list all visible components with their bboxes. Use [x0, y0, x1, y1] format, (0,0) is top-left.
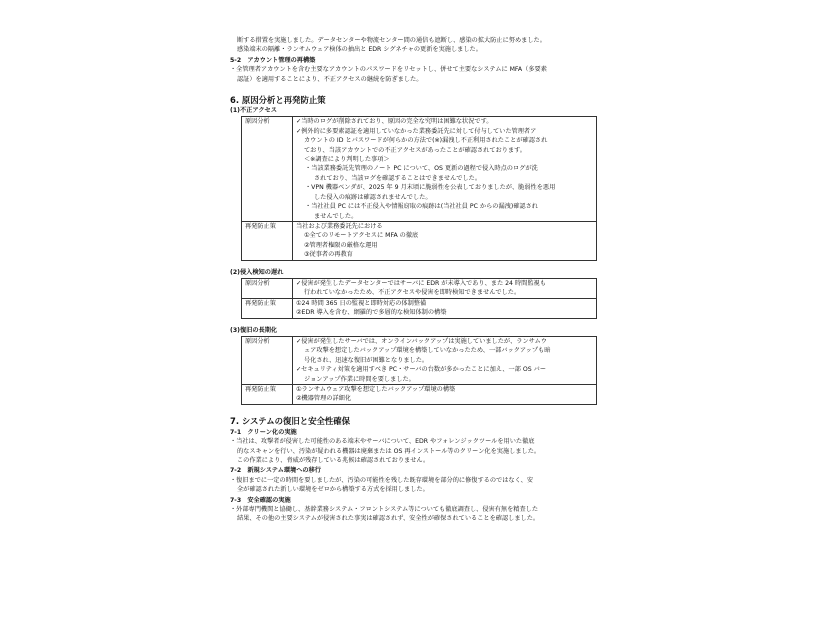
cause-item: ✓当時のログが削除されており、原因の完全な究明は困難な状況です。: [296, 118, 493, 126]
body-text: ・全管理者アカウントを含む主要なアカウントのパスワードをリセットし、併せて主要なシステムに MFA（多要素: [230, 66, 547, 74]
prevention-intro: 当社および業務委託先における: [296, 222, 383, 230]
body-text: ・当社は、攻撃者が侵害した可能性のある端末やサーバについて、EDR やフォレンジックツールを用いた徹底: [230, 438, 535, 446]
cause-item: ✓セキュリティ対策を適用すべき PC・サーバの台数が多かったことに加え、一部 OS バー: [296, 366, 547, 374]
table-label: 再発防止策: [242, 221, 293, 260]
cause-item-cont: カウントの ID とパスワードが何らかの方法で(※)漏洩し不正利用されたことが確認され: [304, 137, 548, 145]
section-7-1-title: 7-1 クリーン化の実施: [230, 428, 297, 436]
table-row: [242, 117, 597, 221]
cause-table-3: [241, 336, 597, 405]
table-row: [242, 385, 597, 405]
prevention-item: ①24 時間 365 日の監視と即時対応の体制整備: [296, 299, 427, 307]
body-text: 全が確認された新しい環境をゼロから構築する方式を採用しました。: [237, 486, 429, 494]
table-cell: [293, 336, 597, 384]
body-text: ・復旧までに一定の時間を要しましたが、汚染の可能性を残した既存環境を部分的に修復するのではなく、安: [230, 476, 534, 484]
table-row: [242, 298, 597, 318]
cause-item-cont: ェア攻撃を想定したバックアップ環境を構築していなかったため、一部バックアップも暗: [304, 347, 551, 355]
section-7-2-title: 7-2 新規システム環境への移行: [230, 467, 321, 475]
prevention-item: ②管理者権限の厳格な運用: [304, 241, 378, 249]
prevention-item: ②機器管理の詳細化: [296, 395, 352, 403]
subsection-1-title: (1)不正アクセス: [230, 107, 277, 115]
prevention-item: ②EDR 導入を含む、網羅的で多層的な検知体制の構築: [296, 309, 447, 317]
table-label: 再発防止策: [242, 298, 293, 318]
table-label: 再発防止策: [242, 385, 293, 405]
body-text: 結果、その他の主要システムが侵害された事実は確認されず、安全性が確保されていることを確認しました。: [237, 515, 540, 523]
table-cell: [293, 117, 597, 221]
section-6-heading: 6. 原因分析と再発防止策: [230, 95, 326, 106]
cause-item-cont: 号化され、迅速な復旧が困難となりました。: [304, 356, 429, 364]
body-text: ・外部専門機関と協働し、基幹業務システム・フロントシステム等についても徹底調査し、侵害有無を精査した: [230, 506, 539, 514]
prevention-item: ①全てのリモートアクセスに MFA の徹底: [304, 232, 419, 240]
prevention-item: ①ランサムウェア攻撃を想定したバックアップ環境の構築: [296, 386, 456, 393]
subsection-3-title: (3)復旧の長期化: [230, 326, 278, 334]
cause-table-2: [241, 278, 597, 319]
body-text: この作業により、脅威が残存している兆候は確認されておりません。: [237, 457, 430, 465]
table-label: 原因分析: [242, 117, 293, 221]
table-label: 原因分析: [242, 278, 293, 298]
note-item-cont: されており、当該ログを確認することはできませんでした。: [314, 174, 482, 182]
body-text: 認証）を適用することにより、不正アクセスの継続を防ぎました。: [237, 75, 423, 83]
body-text: 的なスキャンを行い、汚染が疑われる機器は廃棄または OS 再インストール等のクリーン化を実施しました。: [237, 447, 541, 455]
body-text: 断する措置を実施しました。データセンターや物流センター間の通信も遮断し、感染の拡大防止に努めました。: [237, 37, 546, 44]
cause-item: ✓例外的に多要素認証を適用していなかった業務委託先に対して付与していた管理者ア: [296, 127, 537, 135]
cause-item-cont: 行われていなかったため、不正アクセスや侵害を即時検知できませんでした。: [304, 289, 521, 297]
table-cell: [293, 298, 597, 318]
cause-item-cont: ジョンアップ作業に時間を要しました。: [304, 375, 415, 383]
prevention-item: ③従事者の再教育: [304, 251, 353, 259]
section-7-3-title: 7-3 安全確認の実施: [230, 496, 291, 504]
note-item: ・当該業務委託先管理のノート PC について、OS 更新の過程で侵入時点のログが洗: [305, 165, 538, 173]
table-cell: [293, 221, 597, 260]
subsection-2-title: (2)侵入検知の遅れ: [230, 268, 284, 276]
cause-table-1: [241, 116, 597, 260]
section-7-heading: 7. システムの復旧と安全性確保: [230, 415, 350, 426]
table-row: [242, 221, 597, 260]
table-row: [242, 336, 597, 384]
table-label: 原因分析: [242, 336, 293, 384]
table-row: [242, 278, 597, 298]
document-page: [230, 36, 602, 524]
note-heading: ＜※調査により判明した事項＞: [304, 156, 390, 164]
note-item: ・VPN 機器ベンダが、2025 年 9 月末頃に脆弱性を公表しておりましたが、脆弱性を悪用: [305, 184, 556, 192]
cause-item-cont: ており、当該アカウントでの不正アクセスがあったことが確認されております。: [304, 146, 526, 154]
table-cell: [293, 278, 597, 298]
note-item-cont: ませんでした。: [314, 212, 358, 220]
note-item-cont: した侵入の痕跡は確認されませんでした。: [314, 193, 432, 201]
body-text: 感染端末の隔離・ランサムウェア検体の抽出と EDR シグネチャの更新を実施しました。: [237, 46, 482, 54]
table-cell: [293, 385, 597, 405]
cause-item: ✓侵害が発生したサーバでは、オンラインバックアップは実施していましたが、ランサムウ: [296, 337, 547, 345]
cause-item: ✓侵害が発生したデータセンターではサーバに EDR が未導入であり、また 24 時間監視も: [296, 279, 546, 287]
section-5-2-heading: 5-2 アカウント管理の再構築: [230, 56, 316, 64]
note-item: ・当社社員 PC には不正侵入や情報窃取の痕跡は(当社社員 PC からの漏洩)確認され: [305, 203, 538, 211]
